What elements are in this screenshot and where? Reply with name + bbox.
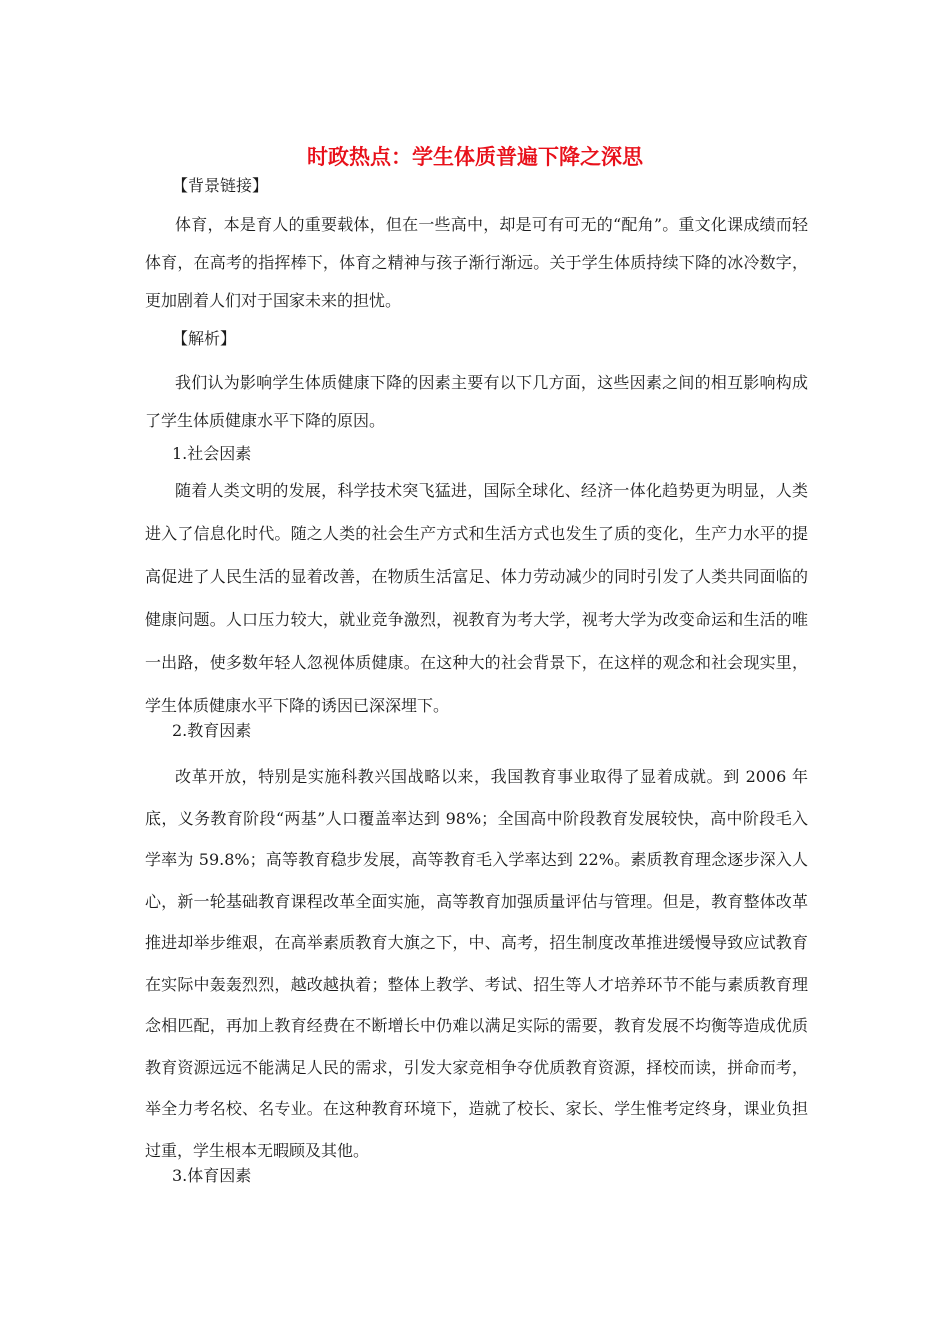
- analysis-paragraph: 我们认为影响学生体质健康下降的因素主要有以下几方面，这些因素之间的相互影响构成了学生体质健康水平下降的原因。: [145, 373, 808, 430]
- sports-factor-heading: 3.体育因素: [172, 1166, 252, 1185]
- background-heading: 【背景链接】: [172, 176, 269, 195]
- education-factor-heading: 2.教育因素: [172, 721, 252, 740]
- education-factor-paragraph: 改革开放，特别是实施科教兴国战略以来，我国教育事业取得了显着成就。到 2006 年底，义务教育阶段“两基”人口覆盖率达到 98%；全国高中阶段教育发展较快，高中阶段毛入学率为 59.8%；高等教育稳步发展，高等教育毛入学率达到 22%。素质教育理念逐步深入人心，新一轮基础教育课程改革全面实施，高等教育加强质量评估与管理。但是，教育整体改革推进却举步维艰，在高举素质教育大旗之下，中、高考，招生制度改革推进缓慢导致应试教育在实际中轰轰烈烈，越改越执着；整体上教学、考试、招生等人才培养环节不能与素质教育理念相匹配，再加上教育经费在不断增长中仍难以满足实际的需要，教育发展不均衡等造成优质教育资源远远不能满足人民的需求，引发大家竞相争夺优质教育资源，择校而读，拼命而考，举全力考名校、名专业。在这种教育环境下，造就了校长、家长、学生惟考定终身，课业负担过重，学生根本无暇顾及其他。: [145, 767, 808, 1160]
- social-factor-paragraph: 随着人类文明的发展，科学技术突飞猛进，国际全球化、经济一体化趋势更为明显，人类进入了信息化时代。随之人类的社会生产方式和生活方式也发生了质的变化，生产力水平的提高促进了人民生活的显着改善，在物质生活富足、体力劳动减少的同时引发了人类共同面临的健康问题。人口压力较大，就业竞争激烈，视教育为考大学，视考大学为改变命运和生活的唯一出路，使多数年轻人忽视体质健康。在这种大的社会背景下，在这样的观念和社会现实里，学生体质健康水平下降的诱因已深深埋下。: [145, 481, 808, 715]
- social-factor-heading: 1.社会因素: [172, 444, 252, 463]
- analysis-heading: 【解析】: [172, 329, 237, 348]
- background-paragraph: 体育，本是育人的重要载体，但在一些高中，却是可有可无的“配角”。重文化课成绩而轻体育，在高考的指挥棒下，体育之精神与孩子渐行渐远。关于学生体质持续下降的冰冷数字，更加剧着人们对于国家未来的担忧。: [145, 215, 808, 310]
- document-title: 时政热点：学生体质普遍下降之深思: [307, 145, 643, 169]
